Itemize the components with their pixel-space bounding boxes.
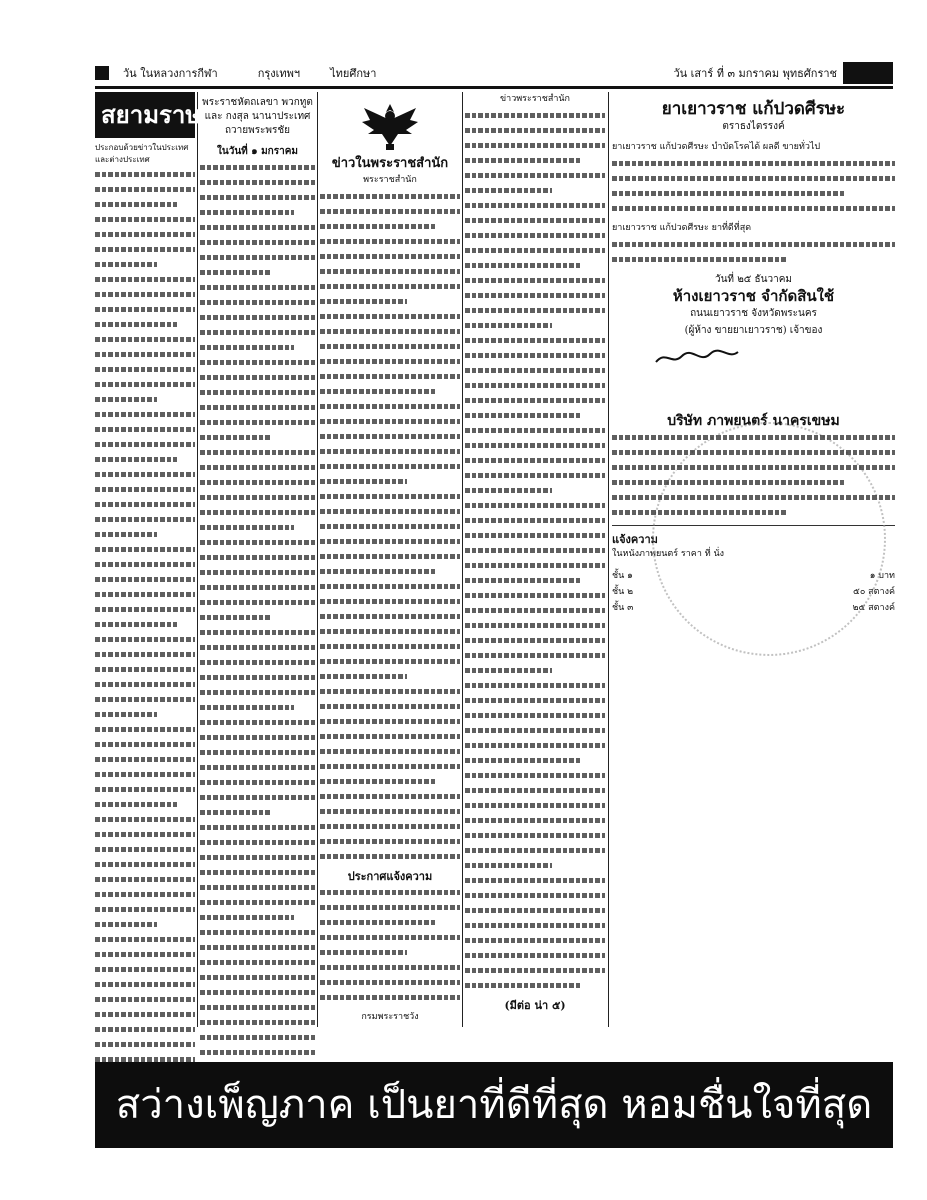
column-rule xyxy=(317,92,318,1027)
price-row: ชั้น ๑ ๑ บาท xyxy=(612,571,895,581)
price-notice-text: ในหนังภาพยนตร์ ราคา ที่ นั่ง xyxy=(612,549,725,559)
masthead: สยามราษฎร์ xyxy=(95,92,195,138)
signature-icon xyxy=(652,346,742,368)
article-date: ในวันที่ ๑ มกราคม xyxy=(217,146,298,157)
ad-company: ห้างเยาวราช จำกัดสินใช้ xyxy=(672,287,835,305)
royal-news-title: ข่าวในพระราชสำนัก xyxy=(331,156,449,171)
ad-owner: (ผู้ห้าง ขายยาเยาวราช) เจ้าของ xyxy=(684,325,823,336)
column-rule xyxy=(608,92,609,1027)
header-center: กรุงเทพฯ xyxy=(257,67,301,80)
royal-news-subtitle: พระราชสำนัก xyxy=(363,175,417,185)
ad-text-1: ยาเยาวราช แก้ปวดศีรษะ บำบัดโรคได้ ผลดี ขายทั่วไป xyxy=(612,142,821,152)
article-text xyxy=(465,113,605,988)
ad-date: วันที่ ๒๕ ธันวาคม xyxy=(714,274,792,285)
column-1 xyxy=(95,92,231,1022)
header-right: วัน เสาร์ ที่ ๓ มกราคม พุทธศักราช xyxy=(673,67,837,80)
ad-subtitle: ตราธงไตรรงค์ xyxy=(722,121,785,132)
header-left: วัน ในหลวงการกีฬา xyxy=(123,67,218,80)
article-text xyxy=(200,165,315,1055)
price-row: ชั้น ๒ ๕๐ สตางค์ xyxy=(612,587,895,597)
ad-body xyxy=(612,161,895,211)
article-headline: พระราชหัตถเลขา พวกทูต และ กงสุล นานาประเทศ ถวายพระพรชัย xyxy=(202,97,313,136)
ad-body xyxy=(612,242,895,262)
masthead-subtitle: ประกอบด้วยข่าวในประเทศและต่างประเทศ xyxy=(95,143,189,164)
announcement-text xyxy=(320,890,460,1000)
ad-title: ยาเยาวราช แก้ปวดศีรษะ xyxy=(661,99,846,119)
header-paper: ไทยศึกษา xyxy=(330,67,377,80)
ad-text-2: ยาเยาวราช แก้ปวดศีรษะ ยาที่ดีที่สุด xyxy=(612,223,752,233)
header-black-bar xyxy=(843,62,893,84)
corner-mark-icon xyxy=(95,66,109,80)
column-heading: ข่าวพระราชสำนัก xyxy=(499,94,570,104)
notices-column xyxy=(612,92,895,1022)
column-rule xyxy=(197,92,198,1027)
continued-note: (มีต่อ น่า ๕) xyxy=(504,999,566,1012)
company-heading: บริษัท ภาพยนตร์ นาครเขษม xyxy=(667,413,840,429)
article-text xyxy=(320,194,460,859)
column-rule xyxy=(462,92,463,1027)
page-header xyxy=(95,60,893,89)
price-row: ชั้น ๓ ๒๕ สตางค์ xyxy=(612,603,895,613)
column-4 xyxy=(465,92,605,1022)
ad-address: ถนนเยาวราช จังหวัดพระนคร xyxy=(690,308,817,319)
price-notice-heading: แจ้งความ xyxy=(612,533,658,546)
royal-news-footer: กรมพระราชวัง xyxy=(361,1012,419,1022)
column-3 xyxy=(320,92,460,1022)
announcement-heading: ประกาศแจ้งความ xyxy=(347,870,433,883)
garuda-emblem-icon xyxy=(360,100,420,152)
column-2 xyxy=(200,92,315,1022)
article-text xyxy=(95,172,195,1062)
advertisement-banner: สว่างเพ็ญภาค เป็นยาที่ดีที่สุด หอมชื่นใจที่สุด xyxy=(95,1062,893,1148)
watermark-seal-icon xyxy=(652,422,886,656)
